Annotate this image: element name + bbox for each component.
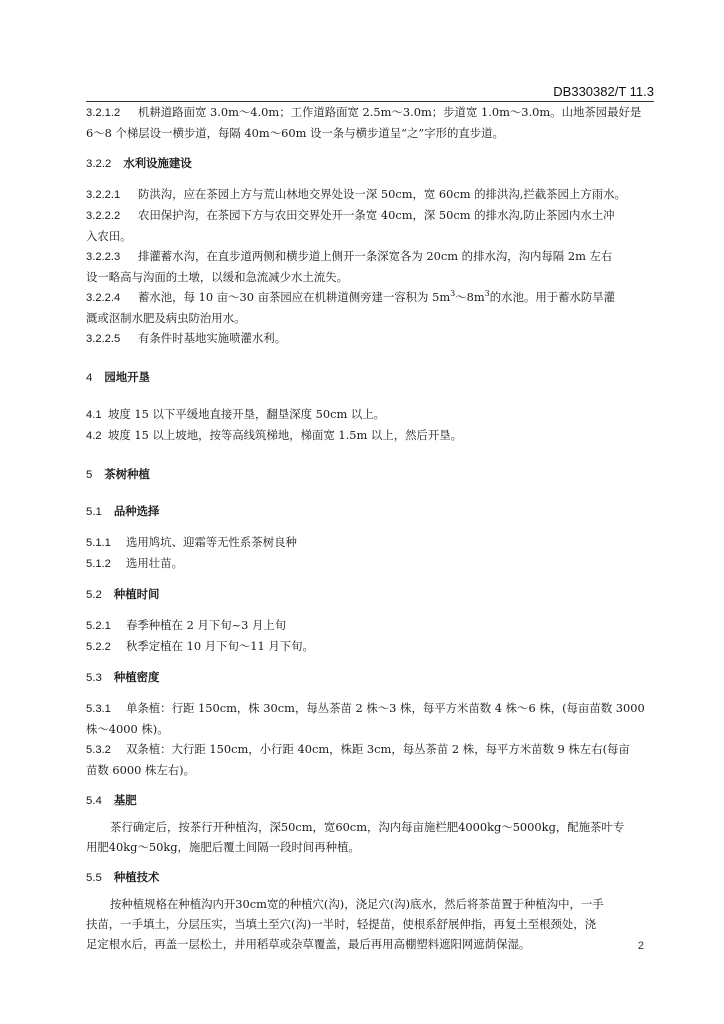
paragraph-base-fertilizer: 茶行确定后，按茶行开种植沟，深50cm，宽60cm，沟内每亩施栏肥4000kg～5000kg，配施茶叶专 [110, 820, 625, 834]
section-number: 4 [86, 372, 93, 384]
clause-text-continued: 入农田。 [86, 229, 132, 243]
clause-text: 有条件时基地实施喷灌水利。 [138, 331, 287, 345]
page-number: 2 [637, 940, 644, 952]
section-title: 种植时间 [113, 587, 160, 601]
clause-number: 5.1.1 [86, 537, 111, 549]
clause-5-3-2 [86, 739, 654, 760]
section-heading-5-1 [86, 501, 654, 522]
section-number: 5.4 [86, 795, 102, 807]
clause-number: 5.1.2 [86, 558, 111, 570]
section-title: 品种选择 [113, 504, 160, 518]
clause-text: 的水池。用于蓄水防旱灌 [489, 290, 616, 304]
section-heading-5-2 [86, 584, 654, 605]
clause-text: 选用鸠坑、迎霜等无性系茶树良种 [126, 535, 297, 549]
clause-text-continued: 株～4000 株)。 [86, 722, 169, 736]
clause-text: 双条植：大行距 150cm，小行距 40cm，株距 3cm，每丛茶苗 2 株，每平方米苗数 9 株左右(每亩 [126, 742, 630, 756]
clause-number: 3.2.2.3 [86, 251, 121, 263]
clause-number: 5.2.2 [86, 641, 111, 653]
section-title: 基肥 [113, 793, 137, 807]
clause-3-2-2-4 [86, 287, 654, 308]
clause-text: 单条植：行距 150cm，株 30cm，每丛茶苗 2 株～3 株，每平方米苗数 4 株～6 株，(每亩苗数 3000 [126, 701, 645, 715]
clause-number: 4.1 [86, 409, 102, 421]
clause-number: 3.2.1.2 [86, 107, 121, 119]
section-title: 种植密度 [113, 670, 160, 684]
section-heading-5-5 [86, 867, 654, 888]
clause-text-continued: 6～8 个梯层设一横步道，每隔 40m～60m 设一条与横步道呈“之”字形的直步道。 [86, 126, 504, 140]
paragraph-continued: 足定根水后，再盖一层松土，并用稻草或杂草覆盖，最后再用高棚塑料遮阳网遮荫保湿。 [86, 937, 531, 951]
clause-text-continued: 苗数 6000 株左右)。 [86, 763, 196, 777]
paragraph-continued: 扶苗，一手填土，分层压实，当填土至穴(沟)一半时，轻提苗，使根系舒展伸指，再复土至根颈处，浇 [86, 917, 597, 931]
clause-number: 3.2.2.2 [86, 210, 121, 222]
superscript: 3 [484, 289, 490, 299]
clause-number: 3.2.2.5 [86, 333, 121, 345]
clause-text: 农田保护沟，在茶园下方与农田交界处开一条宽 40cm，深 50cm 的排水沟,防止茶园内水土冲 [138, 208, 615, 222]
clause-number: 3.2.2.1 [86, 189, 121, 201]
section-title: 园地开垦 [104, 370, 150, 384]
clause-3-2-2-2 [86, 205, 654, 226]
clause-text: 蓄水池，每 10 亩～30 亩茶园应在机耕道侧旁建一容积为 5m [138, 290, 451, 304]
clause-4-2 [86, 425, 654, 446]
clause-number: 3.2.2.4 [86, 292, 121, 304]
paragraph-planting-technique: 按种植规格在种植沟内开30cm宽的种植穴(沟)，浇足穴(沟)底水，然后将茶苗置于种植沟中，一手 [110, 897, 604, 911]
clause-5-1-2 [86, 553, 654, 574]
section-number: 5.2 [86, 589, 102, 601]
section-heading-5 [86, 464, 654, 485]
document-id-header: DB330382/T 11.3 [553, 84, 654, 99]
clause-number: 4.2 [86, 430, 102, 442]
clause-5-2-2 [86, 636, 654, 657]
clause-number: 5.3.1 [86, 703, 111, 715]
clause-text: 排灌蓄水沟，在直步道两侧和横步道上侧开一条深宽各为 20cm 的排水沟，沟内每隔 2m 左右 [138, 249, 613, 263]
clause-text: 坡度 15 以上坡地，按等高线筑梯地，梯面宽 1.5m 以上，然后开垦。 [108, 428, 463, 442]
clause-text: 防洪沟，应在茶园上方与荒山林地交界处设一深 50cm，宽 60cm 的排洪沟,拦截茶园上方雨水。 [138, 187, 626, 201]
section-title: 种植技术 [113, 870, 160, 884]
clause-5-2-1 [86, 615, 654, 636]
section-heading-3-2-2 [86, 153, 654, 174]
section-number: 5.1 [86, 506, 102, 518]
section-heading-4 [86, 367, 654, 388]
section-number: 5.5 [86, 872, 102, 884]
clause-text: 坡度 15 以下平缓地直接开垦，翻垦深度 50cm 以上。 [108, 407, 386, 421]
section-title: 茶树种植 [104, 467, 150, 481]
clause-3-2-1-2 [86, 102, 654, 123]
clause-text-continued: 溉或沤制水肥及病虫防治用水。 [86, 311, 246, 325]
clause-text: 秋季定植在 10 月下旬～11 月下旬。 [126, 639, 314, 653]
clause-5-3-1 [86, 698, 654, 719]
clause-text: ～8m [455, 290, 485, 304]
clause-5-1-1 [86, 532, 654, 553]
paragraph-continued: 用肥40kg～50kg，施肥后覆土间隔一段时间再种植。 [86, 840, 360, 854]
clause-text-continued: 设一略高与沟面的土墩，以缓和急流减少水土流失。 [86, 270, 348, 284]
clause-text: 机耕道路面宽 3.0m～4.0m；工作道路面宽 2.5m～3.0m；步道宽 1.0m～3.0m。山地茶园最好是 [138, 105, 642, 119]
clause-3-2-2-5 [86, 328, 654, 349]
clause-number: 5.3.2 [86, 744, 111, 756]
clause-text: 春季种植在 2 月下旬~3 月上旬 [126, 618, 287, 632]
section-title: 水利设施建设 [123, 156, 192, 170]
clause-number: 5.2.1 [86, 620, 111, 632]
clause-3-2-2-1 [86, 184, 654, 205]
section-number: 5.3 [86, 672, 102, 684]
page-content [86, 102, 654, 954]
section-number: 3.2.2 [86, 158, 112, 170]
clause-text: 选用壮苗。 [126, 556, 183, 570]
section-heading-5-4 [86, 790, 654, 811]
clause-4-1 [86, 404, 654, 425]
superscript: 3 [450, 289, 456, 299]
section-number: 5 [86, 469, 93, 481]
section-heading-5-3 [86, 667, 654, 688]
clause-3-2-2-3 [86, 246, 654, 267]
